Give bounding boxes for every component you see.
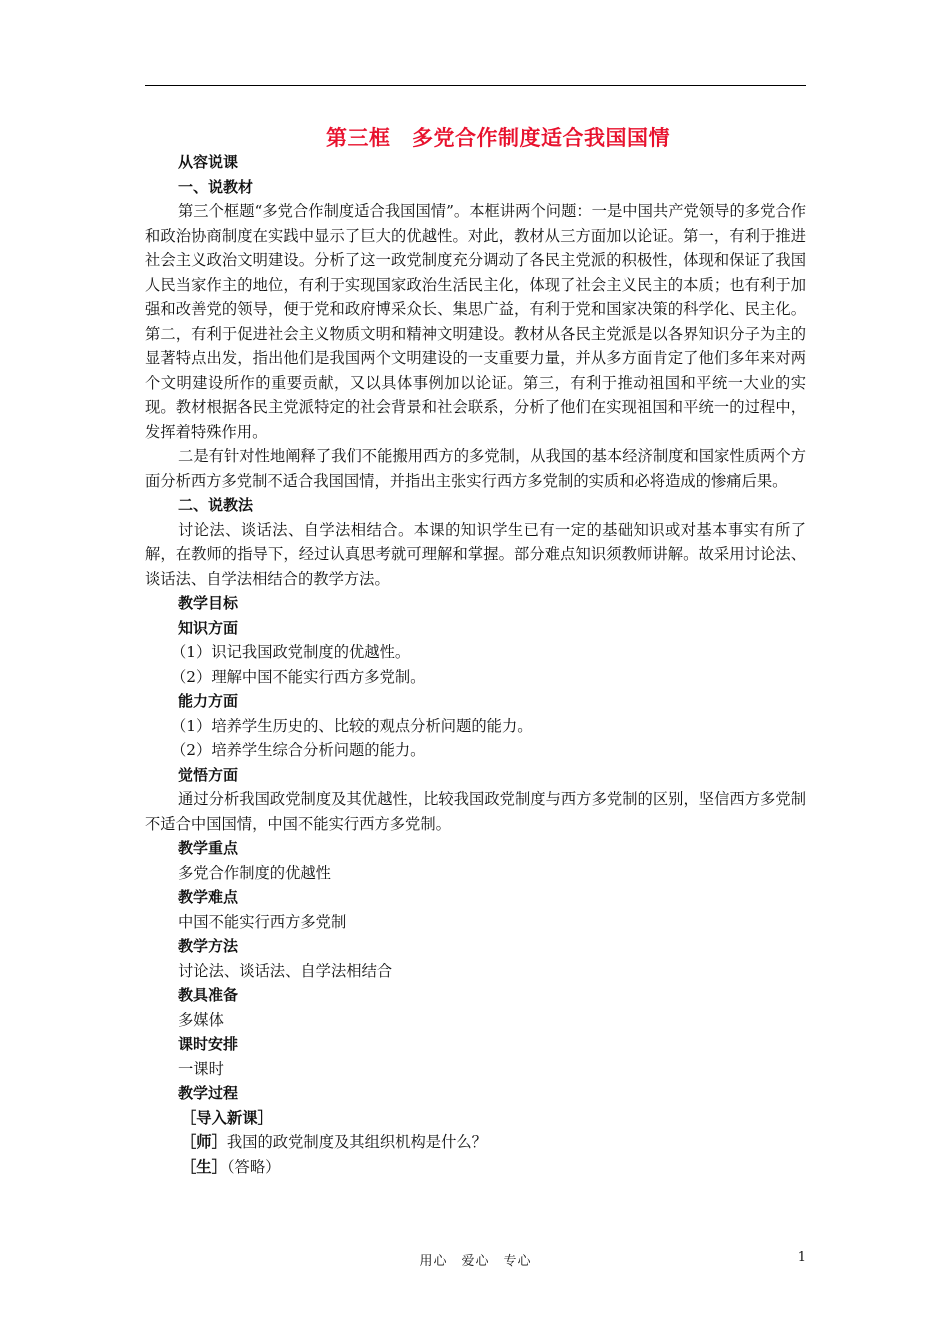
section-heading: 一、说教材 <box>178 177 254 196</box>
subsection-heading: 觉悟方面 <box>178 765 239 784</box>
paragraph: 讨论法、谈话法、自学法相结合。本课的知识学生已有一定的基础知识或对基本事实有所了解，在教师的指导下，经过认真思考就可理解和掌握。部分难点知识须教师讲解。故采用讨论法、谈话法、自学法相结合的教学方法。 <box>145 520 806 588</box>
page-title: 第三框 多党合作制度适合我国国情 <box>326 126 670 150</box>
dialogue-line <box>145 1130 806 1155</box>
document-body <box>145 150 806 1179</box>
list-item: （2）培养学生综合分析问题的能力。 <box>171 741 426 759</box>
intro-label: ［导入新课］ <box>181 1108 273 1127</box>
section-heading: 教学方法 <box>178 937 239 955</box>
subsection-heading: 知识方面 <box>178 618 239 637</box>
section-heading: 教学过程 <box>178 1084 239 1102</box>
section-value: 讨论法、谈话法、自学法相结合 <box>178 961 393 980</box>
paragraph: 通过分析我国政党制度及其优越性，比较我国政党制度与西方多党制的区别，坚信西方多党制不适合中国国情，中国不能实行西方多党制。 <box>145 790 806 833</box>
section-heading: 教学难点 <box>178 888 239 906</box>
section-heading: 教学重点 <box>178 839 239 857</box>
list-item: （1）培养学生历史的、比较的观点分析问题的能力。 <box>171 716 533 735</box>
section-value: 多党合作制度的优越性 <box>178 863 331 882</box>
section-value: 中国不能实行西方多党制 <box>178 912 347 931</box>
speaker-tag: ［师］ <box>181 1133 227 1151</box>
speaker-tag: ［生］ <box>181 1157 227 1176</box>
page-number: 1 <box>797 1250 806 1265</box>
dialogue-text: （答略） <box>226 1157 281 1176</box>
section-heading: 从容说课 <box>178 153 239 171</box>
section-value: 一课时 <box>178 1059 224 1078</box>
dialogue-text: 我国的政党制度及其组织机构是什么？ <box>226 1133 487 1151</box>
list-item: （1）识记我国政党制度的优越性。 <box>171 643 411 661</box>
section-heading: 二、说教法 <box>178 496 254 514</box>
section-heading: 课时安排 <box>178 1035 239 1053</box>
section-heading: 教学目标 <box>178 594 239 612</box>
list-item: （2）理解中国不能实行西方多党制。 <box>171 667 426 686</box>
footer-motto: 用心 爱心 专心 <box>419 1254 532 1269</box>
header-rule <box>145 85 806 86</box>
section-value: 多媒体 <box>178 1010 224 1029</box>
paragraph: 第三个框题“多党合作制度适合我国国情”。本框讲两个问题：一是中国共产党领导的多党合作和政治协商制度在实践中显示了巨大的优越性。对此，教材从三方面加以论证。第一，有利于推进社会主义政治文明建设。分析了这一政党制度充分调动了各民主党派的积极性，体现和保证了我国人民当家作主的地位，有利于实现国家政治生活民主化，体现了社会主义民主的本质；也有利于加强和改善党的领导，便于党和政府博采众长、集思广益，有利于党和国家决策的科学化、民主化。第二，有利于促进社会主义物质文明和精神文明建设。教材从各民主党派是以各界知识分子为主的显著特点出发，指出他们是我国两个文明建设的一支重要力量，并从多方面肯定了他们多年来对两个文明建设所作的重要贡献，又以具体事例加以论证。第三，有利于推动祖国和平统一大业的实现。教材根据各民主党派特定的社会背景和社会联系，分析了他们在实现祖国和平统一的过程中，发挥着特殊作用。 <box>145 202 806 441</box>
subsection-heading: 能力方面 <box>178 692 239 710</box>
paragraph: 二是有针对性地阐释了我们不能搬用西方的多党制，从我国的基本经济制度和国家性质两个方面分析西方多党制不适合我国国情，并指出主张实行西方多党制的实质和必将造成的惨痛后果。 <box>145 447 806 490</box>
dialogue-line <box>145 1155 806 1180</box>
section-heading: 教具准备 <box>178 986 239 1004</box>
process-step <box>145 1106 806 1131</box>
